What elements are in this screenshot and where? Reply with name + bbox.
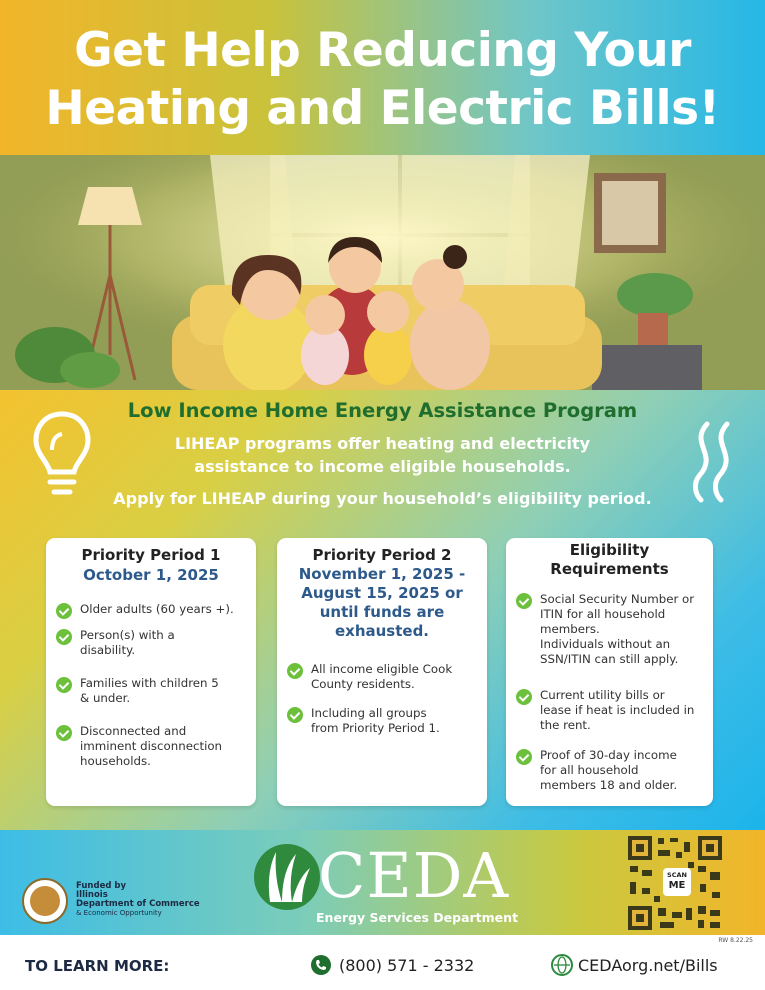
family-on-couch-image	[0, 155, 765, 390]
checkmark-icon	[516, 593, 532, 609]
illinois-seal-logo	[22, 878, 68, 924]
list-item: Current utility bills or lease if heat is included in the rent.	[516, 688, 705, 733]
program-description	[0, 432, 765, 478]
program-description-line-1: LIHEAP programs offer heating and electricity	[174, 434, 591, 453]
checkmark-icon	[56, 677, 72, 693]
page-title-line-2: Heating and Electric Bills!	[45, 81, 720, 136]
phone-number[interactable]: (800) 571 - 2332	[339, 956, 475, 975]
checkmark-icon	[287, 663, 303, 679]
website-link[interactable]: CEDAorg.net/Bills	[578, 956, 718, 975]
card-date: October 1, 2025	[83, 566, 219, 584]
program-title: Low Income Home Energy Assistance Program	[127, 399, 638, 422]
card-heading: Priority Period 1	[81, 546, 221, 564]
globe-icon	[551, 954, 573, 976]
checkmark-icon	[56, 725, 72, 741]
list-item: Families with children 5 & under.	[56, 676, 248, 706]
program-description-line-2: assistance to income eligible households.	[194, 457, 571, 476]
list-item: Social Security Number or ITIN for all household members. Individuals without an SSN/ITIN can still apply.	[516, 592, 705, 667]
list-item: All income eligible Cook County residents.	[287, 662, 479, 692]
family-illustration	[0, 155, 765, 390]
card-heading: Eligibility Requirements	[550, 541, 669, 578]
ceda-leaf-logo-icon	[252, 842, 322, 912]
title-band	[0, 0, 765, 155]
revision-code: RW 8.22.25	[718, 937, 753, 944]
page-title-line-1: Get Help Reducing Your	[74, 23, 691, 78]
list-item: Person(s) with a disability.	[56, 628, 248, 658]
phone-icon	[311, 955, 331, 975]
priority-period-1-card	[46, 538, 256, 806]
funding-credit: Funded by Illinois Department of Commerce & Economic Opportunity	[76, 881, 200, 917]
checkmark-icon	[56, 629, 72, 645]
list-item: Older adults (60 years +).	[56, 602, 248, 617]
checkmark-icon	[516, 749, 532, 765]
list-item: Proof of 30-day income for all household members 18 and older.	[516, 748, 705, 793]
card-date: November 1, 2025 - August 15, 2025 or until funds are exhausted.	[298, 565, 466, 640]
eligibility-requirements-card	[506, 538, 713, 806]
program-section	[0, 390, 765, 830]
logo-band	[0, 830, 765, 935]
apply-statement: Apply for LIHEAP during your household’s eligibility period.	[113, 489, 652, 508]
checkmark-icon	[56, 603, 72, 619]
list-item: Including all groups from Priority Period 1.	[287, 706, 479, 736]
checkmark-icon	[287, 707, 303, 723]
card-heading: Priority Period 2	[312, 546, 452, 564]
learn-more-label: TO LEARN MORE:	[25, 957, 170, 975]
scan-me-badge: SCAN ME	[663, 868, 691, 896]
ceda-logo-text: CEDA	[318, 839, 510, 912]
checkmark-icon	[516, 689, 532, 705]
priority-period-2-card	[277, 538, 487, 806]
list-item: Disconnected and imminent disconnection households.	[56, 724, 248, 769]
ceda-logo-subtitle: Energy Services Department	[316, 910, 519, 925]
